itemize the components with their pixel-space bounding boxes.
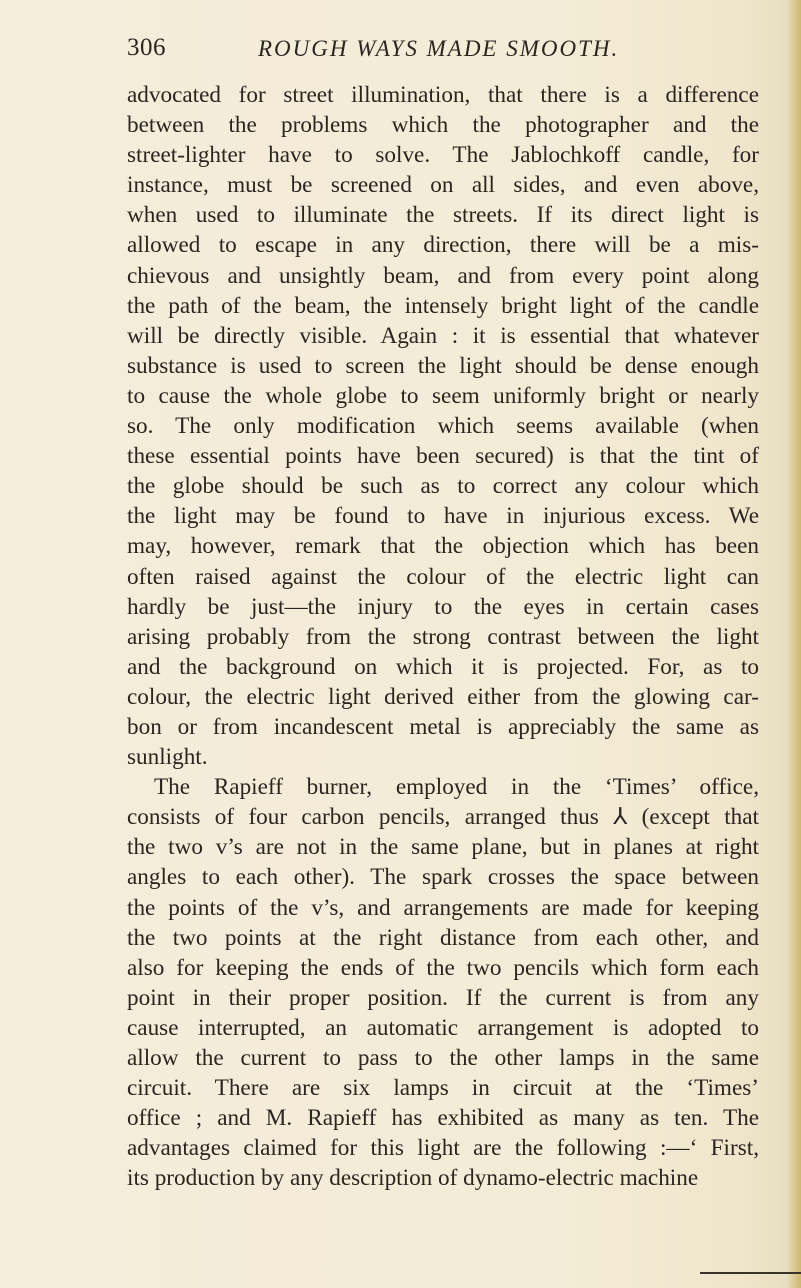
- text-line: arising probably from the strong contrast between the light: [127, 623, 759, 650]
- text-line: its production by any description of dynamo-electric machine: [127, 1165, 699, 1192]
- text-line: the two v’s are not in the same plane, but in planes at right: [127, 834, 759, 861]
- text-line: and the background on which it is projected. For, as to: [127, 653, 759, 680]
- text-line: substance is used to screen the light should be dense enough: [127, 352, 759, 379]
- text-line: these essential points have been secured) is that the tint of: [127, 443, 759, 470]
- text-line: advantages claimed for this light are the following :—‘ First,: [127, 1135, 759, 1162]
- text-line: colour, the electric light derived either from the glowing car-: [127, 683, 759, 710]
- text-line: the points of the v’s, and arrangements are made for keeping: [127, 894, 759, 921]
- text-line: angles to each other). The spark crosses the space between: [127, 864, 759, 891]
- text-line: between the problems which the photographer and the: [127, 112, 759, 139]
- text-line: office ; and M. Rapieff has exhibited as many as ten. The: [127, 1105, 759, 1132]
- text-line: street-lighter have to solve. The Jablochkoff candle, for: [127, 142, 759, 169]
- text-line: will be directly visible. Again : it is essential that whatever: [127, 322, 759, 349]
- text-line: often raised against the colour of the electric light can: [127, 563, 759, 590]
- page-header: [127, 34, 767, 74]
- text-line: advocated for street illumination, that there is a difference: [127, 82, 759, 108]
- text-line: allowed to escape in any direction, there will be a mis-: [127, 232, 759, 259]
- text-line: circuit. There are six lamps in circuit at the ‘Times’: [127, 1075, 759, 1102]
- text-line: the two points at the right distance from each other, and: [127, 924, 759, 951]
- text-line: the light may be found to have in injurious excess. We: [127, 503, 759, 530]
- text-line: may, however, remark that the objection which has been: [127, 533, 759, 560]
- text-line: when used to illuminate the streets. If its direct light is: [127, 202, 759, 229]
- text-line: the globe should be such as to correct any colour which: [127, 473, 759, 500]
- page-edge-shadow: [787, 0, 801, 1288]
- text-line: allow the current to pass to the other lamps in the same: [127, 1045, 759, 1071]
- paragraph-end-line: sunlight.: [127, 744, 208, 771]
- text-line: instance, must be screened on all sides, and even above,: [127, 172, 759, 199]
- text-line: so. The only modification which seems available (when: [127, 413, 759, 440]
- text-line: point in their proper position. If the current is from any: [127, 984, 759, 1011]
- running-head: ROUGH WAYS MADE SMOOTH.: [258, 36, 620, 61]
- text-line: bon or from incandescent metal is appreciably the same as: [127, 713, 759, 740]
- text-line: also for keeping the ends of the two pencils which form each: [127, 954, 759, 981]
- page-number: 306: [127, 34, 166, 61]
- text-line: chievous and unsightly beam, and from every point along: [127, 262, 759, 289]
- text-line: consists of four carbon pencils, arranged thus ⅄ (except that: [127, 804, 759, 831]
- paragraph-start-line: The Rapieff burner, employed in the ‘Times’ office,: [154, 774, 759, 801]
- text-line: the path of the beam, the intensely bright light of the candle: [127, 292, 759, 319]
- text-line: hardly be just—the injury to the eyes in certain cases: [127, 593, 759, 620]
- text-line: cause interrupted, an automatic arrangement is adopted to: [127, 1014, 759, 1041]
- text-line: to cause the whole globe to seem uniformly bright or nearly: [127, 382, 759, 409]
- body-text: [127, 80, 759, 1193]
- page-bottom-rule: [700, 1272, 801, 1274]
